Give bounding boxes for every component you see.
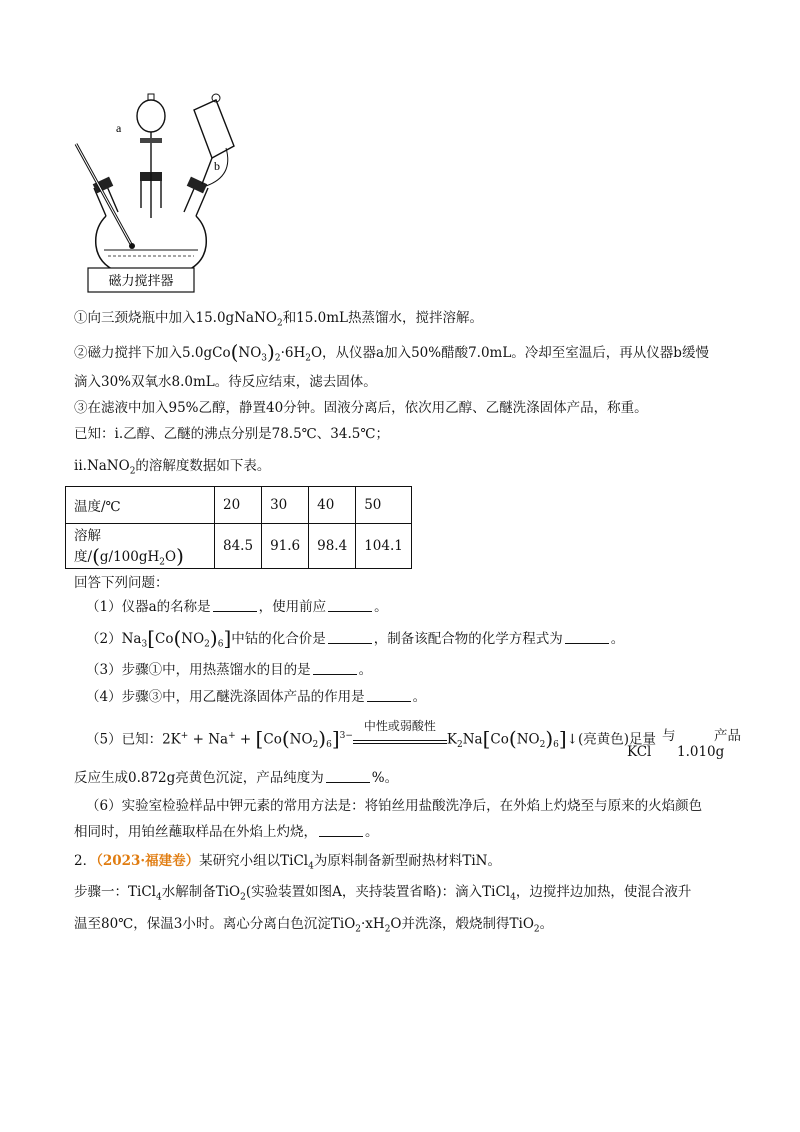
source-tag: （2023·福建卷） (96, 853, 200, 869)
question-6-line-2: 相同时，用铂丝蘸取样品在外焰上灼烧， 。 (74, 824, 379, 840)
question-2: $(2)Na_3[Co(NO_2)_6]$中钴的化合价是 ，制备该配合物的化学方程式为 。 (86, 626, 625, 650)
funnel-b (194, 100, 234, 158)
table-header-label: 温度/℃ (66, 487, 215, 524)
table-cell: 30 (262, 487, 309, 524)
question-6-line-1: （6）实验室检验样品中钾元素的常用方法是：将铂丝用盐酸洗净后，在外焰上灼烧至与原来的火焰颜色 (86, 798, 703, 814)
known-i: 已知：i.乙醇、乙醚的沸点分别是78.5℃、34.5℃； (74, 426, 389, 442)
q5-with: 与 (662, 728, 676, 744)
apparatus-figure (66, 88, 236, 298)
table-cell: 98.4 (309, 524, 356, 569)
step-2-line-1: ②磁力搅拌下加入$5.0gCo(NO_3)_2\cdot 6H_2O$，从仪器a加入50%醋酸7.0mL。冷却至室温后，再从仪器b缓慢 (74, 340, 709, 364)
table-row-solubility (66, 524, 412, 569)
question-5-line-2: 反应生成0.872g亮黄色沉淀，产品纯度为 %。 (74, 770, 399, 786)
answer-blank[interactable] (328, 599, 372, 612)
answer-blank[interactable] (319, 824, 363, 837)
step-3: ③在滤液中加入95%乙醇，静置40分钟。固液分离后，依次用乙醇、乙醚洗涤固体产品，称重。 (74, 400, 648, 416)
q5-end: 产品 (714, 728, 741, 744)
table-cell: 104.1 (356, 524, 412, 569)
problem-2-header: 2．（2023·福建卷）某研究小组以TiCl$_4$为原料制备新型耐热材料TiN。 (74, 853, 501, 872)
question-1: （1）仪器a的名称是 ，使用前应 。 (86, 599, 388, 615)
table-row-label: 溶解度$/(g/100gH_2O)$ (66, 524, 215, 569)
stirrer-label: 磁力搅拌器 (108, 274, 174, 289)
answer-blank[interactable] (328, 631, 372, 644)
step-2-line-2: 滴入30%双氧水8.0mL。待反应结束，滤去固体。 (74, 374, 377, 390)
step-1: ①向三颈烧瓶中加入15.0gNaNO$_2$和15.0mL热蒸馏水，搅拌溶解。 (74, 310, 484, 329)
answer-blank[interactable] (326, 770, 370, 783)
answer-blank[interactable] (313, 662, 357, 675)
table-row-temperature (66, 487, 412, 524)
label-a: a (116, 121, 122, 135)
question-5: （5）已知：$2K^+ + Na^+ + [Co(NO_2)_6]^{3-}$ 中性或弱酸性 $K_2Na[Co(NO_2)_6]↓$(亮黄色)足量 (86, 718, 657, 751)
problem-2-step-1-line-2: 温至80℃，保温3小时。离心分离白色沉淀$TiO_2\cdot xH_2O$并洗涤，煅烧制得TiO$_2$。 (74, 916, 554, 935)
questions-intro: 回答下列问题： (74, 575, 169, 591)
table-cell: 50 (356, 487, 412, 524)
known-ii: ii.NaNO$_2$的溶解度数据如下表。 (74, 458, 271, 477)
question-3: （3）步骤①中，用热蒸馏水的目的是 。 (86, 662, 373, 678)
table-cell: 84.5 (215, 524, 262, 569)
answer-blank[interactable] (367, 689, 411, 702)
funnel-a (137, 100, 165, 132)
table-cell: 91.6 (262, 524, 309, 569)
q5-kcl: KCl (627, 744, 652, 760)
problem-2-step-1-line-1: 步骤一：TiCl$_4$水解制备TiO$_2$(实验装置如图A，夹持装置省略)：滴入TiCl$_4$，边搅拌边加热，使混合液升 (74, 884, 692, 903)
solubility-table (65, 486, 412, 569)
question-4: （4）步骤③中，用乙醚洗涤固体产品的作用是 。 (86, 689, 427, 705)
q5-mass: 1.010g (677, 744, 725, 760)
table-cell: 20 (215, 487, 262, 524)
answer-blank[interactable] (213, 599, 257, 612)
table-cell: 40 (309, 487, 356, 524)
reaction-arrow: 中性或弱酸性 (353, 732, 447, 744)
label-b: b (214, 159, 220, 173)
answer-blank[interactable] (565, 631, 609, 644)
